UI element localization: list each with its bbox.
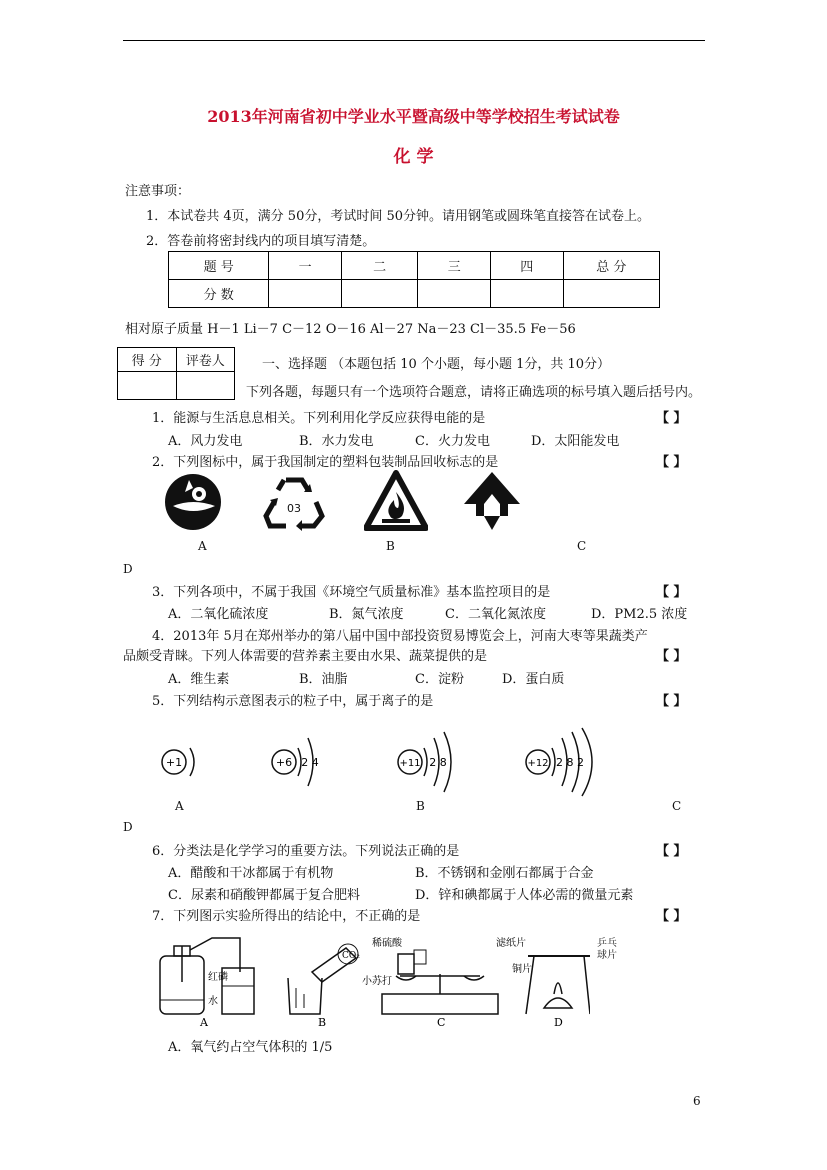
- recycle-icon: [262, 472, 326, 532]
- score-input-cell[interactable]: [491, 280, 564, 308]
- grader-table: [117, 347, 235, 400]
- label-copper: 铜片: [512, 964, 532, 975]
- particle-d-nucleus: +12: [527, 758, 549, 769]
- particle-b-nucleus: +6: [275, 756, 293, 769]
- score-header-cell: 二: [341, 252, 418, 280]
- q3-stem: 3．下列各项中，不属于我国《环境空气质量标准》基本监控项目的是: [152, 585, 551, 600]
- page-number: 6: [693, 1094, 701, 1108]
- q7-option-a: A．氧气约占空气体积的 1/5: [168, 1040, 333, 1055]
- q2-answer-bracket[interactable]: 【 】: [656, 455, 687, 470]
- q2-stem: 2．下列图标中，属于我国制定的塑料包装制品回收标志的是: [152, 455, 499, 470]
- q2-label-d: D: [123, 562, 133, 576]
- exp-letter-c: C: [437, 1016, 446, 1028]
- q4-stem-line2: 品颇受青睐。下列人体需要的营养素主要由水果、蔬菜提供的是: [123, 649, 488, 664]
- q3-option-b: B．氮气浓度: [329, 607, 404, 622]
- q1-answer-bracket[interactable]: 【 】: [656, 411, 687, 426]
- score-header-cell: 四: [491, 252, 564, 280]
- q6-option-b: B．不锈钢和金刚石都属于合金: [415, 866, 594, 881]
- q4-option-a: A．维生素: [168, 672, 230, 687]
- experiment-b-apparatus: [288, 944, 360, 1028]
- q6-option-d: D．锌和碘都属于人体必需的微量元素: [415, 888, 634, 903]
- experiment-figures: [150, 928, 590, 1028]
- exp-letter-b: B: [318, 1016, 327, 1028]
- exam-title: 2013年河南省初中学业水平暨高级中等学校招生考试试卷: [207, 107, 620, 126]
- flammable-warning-icon: [364, 470, 428, 532]
- score-input-cell[interactable]: [269, 280, 342, 308]
- q1-option-a: A．风力发电: [168, 434, 243, 449]
- q1-option-c: C．火力发电: [415, 434, 490, 449]
- header-rule: [123, 40, 705, 41]
- label-red-phosphorus: 红磷: [208, 972, 228, 983]
- label-pingpong: 乒乓球片: [597, 938, 617, 961]
- q3-option-a: A．二氧化硫浓度: [168, 607, 269, 622]
- q5-answer-bracket[interactable]: 【 】: [656, 694, 687, 709]
- score-row-label: 分 数: [169, 280, 269, 308]
- grader-label: 评卷人: [176, 348, 235, 372]
- notice-heading: 注意事项：: [125, 184, 191, 199]
- q3-answer-bracket[interactable]: 【 】: [656, 585, 687, 600]
- score-header-cell: 总 分: [563, 252, 659, 280]
- q5-label-d: D: [123, 820, 133, 834]
- q5-label-c: C: [672, 799, 682, 813]
- grader-name-cell[interactable]: [176, 372, 235, 400]
- q7-answer-bracket[interactable]: 【 】: [656, 909, 687, 924]
- q4-option-d: D．蛋白质: [502, 672, 565, 687]
- q6-option-c: C．尿素和硝酸钾都属于复合肥料: [168, 888, 360, 903]
- q6-answer-bracket[interactable]: 【 】: [656, 844, 687, 859]
- particle-b-shells: 2 4: [301, 756, 319, 769]
- q2-label-c: C: [577, 539, 587, 553]
- score-header-cell: 题 号: [169, 252, 269, 280]
- q5-label-a: A: [175, 799, 184, 813]
- q2-label-a: A: [198, 539, 207, 553]
- particle-a-nucleus: +1: [165, 756, 183, 769]
- label-filter-paper: 滤纸片: [496, 938, 526, 949]
- experiment-d-apparatus: [496, 936, 590, 1028]
- grader-score-cell[interactable]: [118, 372, 177, 400]
- q1-stem: 1．能源与生活息息相关。下列利用化学反应获得电能的是: [152, 411, 486, 426]
- label-baking-soda: 小苏打: [362, 976, 392, 987]
- q6-stem: 6．分类法是化学学习的重要方法。下列说法正确的是: [152, 844, 460, 859]
- score-input-cell[interactable]: [418, 280, 491, 308]
- notice-2: 2．答卷前将密封线内的项目填写清楚。: [146, 234, 376, 249]
- subject-title: 化 学: [393, 147, 434, 167]
- label-dilute-acid: 稀硫酸: [372, 938, 402, 949]
- q2-label-b: B: [386, 539, 395, 553]
- q4-option-b: B．油脂: [299, 672, 348, 687]
- section-instruction: 下列各题，每题只有一个选项符合题意，请将正确选项的标号填入题后括号内。: [246, 385, 702, 400]
- recycle-code: 03: [287, 502, 301, 515]
- label-co2: CO₂: [342, 951, 360, 961]
- exp-letter-d: D: [554, 1016, 563, 1028]
- particle-c-diagram: [394, 728, 466, 796]
- score-input-cell[interactable]: [341, 280, 418, 308]
- q4-option-c: C．淀粉: [415, 672, 464, 687]
- q3-option-d: D．PM2.5 浓度: [591, 607, 688, 622]
- q3-option-c: C．二氧化氮浓度: [445, 607, 546, 622]
- section-heading: 一、选择题 （本题包括 10 个小题，每小题 1分，共 10分）: [262, 357, 611, 372]
- particle-d-diagram: [522, 726, 612, 798]
- particle-d-shells: 2 8 2: [556, 756, 584, 769]
- q4-stem-line1: 4．2013年 5月在郑州举办的第八届中国中部投资贸易博览会上，河南大枣等果蔬类产: [152, 629, 648, 644]
- water-saving-icon: [163, 472, 223, 532]
- notice-1: 1．本试卷共 4页，满分 50分，考试时间 50分钟。请用钢笔或圆珠笔直接答在试卷上。: [146, 209, 651, 224]
- q1-option-b: B．水力发电: [299, 434, 374, 449]
- experiment-a-apparatus: [160, 938, 254, 1028]
- q7-stem: 7．下列图示实验所得出的结论中，不正确的是: [152, 909, 421, 924]
- particle-b-diagram: [268, 730, 338, 794]
- q5-stem: 5．下列结构示意图表示的粒子中，属于离子的是: [152, 694, 434, 709]
- exp-letter-a: A: [200, 1016, 208, 1028]
- grader-score-label: 得 分: [118, 348, 177, 372]
- arrow-recycle-icon: [462, 470, 522, 532]
- q4-answer-bracket[interactable]: 【 】: [656, 649, 687, 664]
- label-water: 水: [208, 996, 218, 1007]
- score-input-cell[interactable]: [563, 280, 659, 308]
- score-header-cell: 一: [269, 252, 342, 280]
- score-table: [168, 251, 660, 308]
- score-header-cell: 三: [418, 252, 491, 280]
- particle-c-shells: 2 8: [429, 756, 447, 769]
- experiment-c-apparatus: [362, 936, 498, 1028]
- q5-label-b: B: [416, 799, 425, 813]
- particle-c-nucleus: +11: [399, 758, 421, 769]
- q6-option-a: A．醋酸和干冰都属于有机物: [168, 866, 334, 881]
- atomic-masses: 相对原子质量 H－1 Li－7 C－12 O－16 Al－27 Na－23 Cl－35.5 Fe－56: [125, 322, 576, 337]
- q1-option-d: D．太阳能发电: [531, 434, 620, 449]
- particle-a-diagram: [160, 734, 204, 790]
